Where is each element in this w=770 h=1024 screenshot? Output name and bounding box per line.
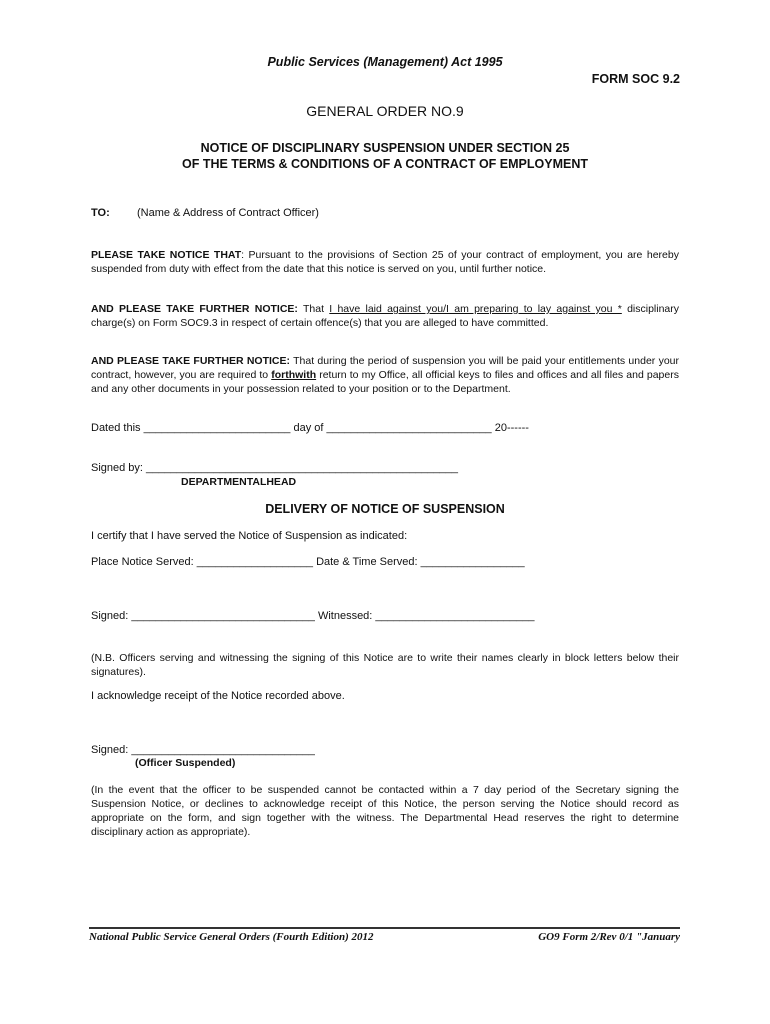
notice-title-line2: OF THE TERMS & CONDITIONS OF A CONTRACT OF EMPLOYMENT (181, 157, 588, 171)
signed-by-line: Signed by: ___________________________________________________ (91, 462, 459, 474)
place-served-line: Place Notice Served: ___________________ Date & Time Served: _________________ (91, 556, 525, 568)
form-number: FORM SOC 9.2 (591, 72, 680, 86)
footer-divider (89, 927, 680, 929)
notice-2-underlined: I have laid against you/I am preparing to lay against you * (329, 303, 622, 315)
notice-1-text: : Pursuant to the provisions of Section 25 of your contract of employment, you are hereby suspended from duty with effect from the date that this notice is served on you, until further notice. (91, 249, 679, 275)
notice-3-lead: AND PLEASE TAKE FURTHER NOTICE: (91, 355, 291, 367)
notice-paragraph-1 (91, 248, 679, 276)
footer-left-text: National Public Service General Orders (Fourth Edition) 2012 (89, 931, 374, 943)
acknowledge-line: I acknowledge receipt of the Notice recorded above. (91, 690, 345, 702)
footer-right-text: GO9 Form 2/Rev 0/1 "January (538, 931, 680, 943)
notice-2-text-b: disciplinary charge(s) on Form SOC9.3 in respect of certain offence(s) that you are alleged to have committed. (91, 303, 680, 329)
event-note: (In the event that the officer to be suspended cannot be contacted within a 7 day period of the Secretary signing the Suspension Notice, or declines to acknowledge receipt of this Notice, the person serving the Notice should record as appropriate on the form, and sign together with the witness. The Departmental Head reserves the right to determine disciplinary action as appropriate). (91, 784, 679, 838)
officer-signed-line: Signed: ______________________________ (91, 744, 315, 756)
notice-3-forthwith: forthwith (271, 369, 317, 381)
to-addressee: (Name & Address of Contract Officer) (137, 207, 319, 219)
notice-paragraph-3 (91, 354, 679, 396)
general-order-heading: GENERAL ORDER NO.9 (306, 103, 464, 119)
officer-suspended-caption: (Officer Suspended) (135, 757, 236, 769)
notice-title-line1: NOTICE OF DISCIPLINARY SUSPENSION UNDER SECTION 25 (200, 141, 570, 155)
to-label: TO: (91, 207, 110, 219)
notice-2-text-a: That (297, 303, 330, 315)
notice-title (0, 140, 770, 172)
departmental-head-caption: DEPARTMENTALHEAD (181, 476, 297, 488)
nb-note: (N.B. Officers serving and witnessing the signing of this Notice are to write their names clearly in block letters below their signatures). (91, 652, 679, 678)
notice-3-text-a: That during the period of suspension you will be paid your entitlements under your contract, however, you are required to (91, 355, 679, 381)
notice-2-lead: AND PLEASE TAKE FURTHER NOTICE: (91, 303, 298, 315)
certify-line: I certify that I have served the Notice of Suspension as indicated: (91, 530, 408, 542)
signed-witnessed-line: Signed: ______________________________ Witnessed: __________________________ (91, 610, 535, 622)
delivery-heading: DELIVERY OF NOTICE OF SUSPENSION (265, 502, 505, 516)
dated-line: Dated this ________________________ day of ___________________________ 20------ (91, 422, 529, 434)
act-title: Public Services (Management) Act 1995 (267, 55, 503, 69)
notice-paragraph-2 (91, 302, 679, 330)
notice-3-text-b: return to my Office, all official keys to files and offices and all files and papers and any other documents in your possession related to your position or to the Department. (91, 369, 679, 395)
notice-1-lead: PLEASE TAKE NOTICE THAT (91, 249, 242, 261)
